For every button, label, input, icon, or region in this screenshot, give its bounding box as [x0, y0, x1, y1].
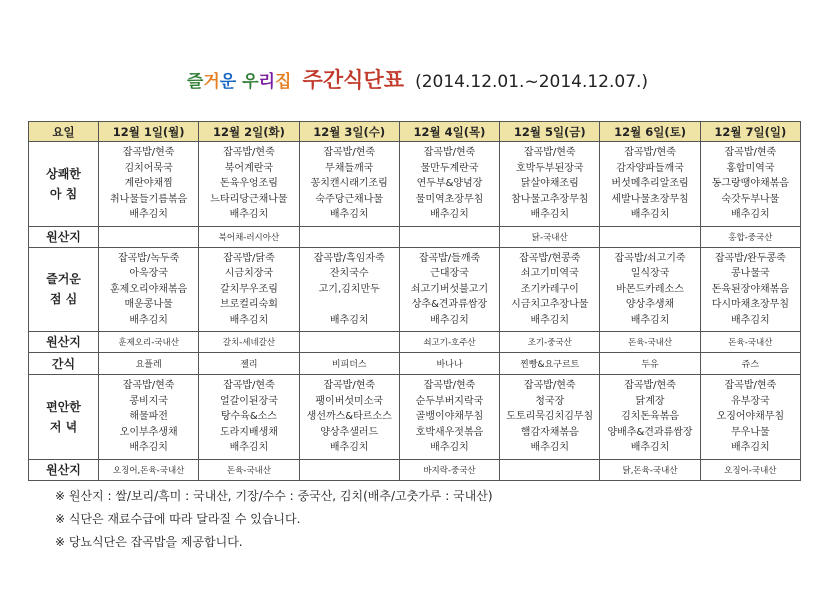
menu-item: 시금치장국	[224, 268, 274, 279]
menu-item: 배추김치	[430, 314, 469, 326]
menu-item: 김치어묵국	[124, 162, 173, 174]
menu-item: 배추김치	[229, 314, 269, 326]
menu-item: 꽁치캔시래기조림	[310, 178, 388, 189]
menu-item: 잡곡밥/현죽	[223, 380, 275, 391]
menu-item: 조기카레구이	[520, 283, 579, 295]
menu-item: 매운콩나물	[124, 299, 173, 310]
menu-item: 배추김치	[329, 314, 369, 326]
menu-item: 배추김치	[630, 209, 670, 220]
menu-item: 배추김치	[430, 209, 469, 220]
row-label: 원산지	[29, 226, 99, 247]
meal-cell	[700, 375, 800, 460]
day-header: 12월 2일(화)	[199, 122, 299, 142]
title-char: 집	[275, 72, 292, 92]
menu-item: 햄감자채볶음	[520, 426, 579, 438]
snack-cell: 요플레	[99, 353, 199, 375]
menu-item: 해물파전	[129, 411, 168, 422]
origin-cell	[500, 459, 600, 480]
menu-item: 계란야채찜	[124, 178, 173, 189]
meal-cell	[299, 142, 399, 227]
menu-item: 훈제오리야채볶음	[110, 283, 188, 295]
menu-item: 콩나물국	[731, 268, 770, 279]
menu-item: 숙갓두부나물	[721, 193, 780, 205]
menu-item: 배추김치	[731, 442, 770, 453]
day-header: 12월 7일(일)	[700, 122, 800, 142]
meal-cell	[199, 375, 299, 460]
snack-cell: 쥬스	[700, 353, 800, 375]
row-label: 즐거운 점 심	[29, 247, 99, 332]
origin-cell: 쇠고기-호주산	[399, 332, 499, 353]
menu-item: 생선까스&타르소스	[306, 411, 392, 422]
menu-item: 감자양파들깨국	[616, 162, 684, 174]
menu-item: 갈치무우조림	[219, 283, 278, 295]
meal-cell	[299, 247, 399, 332]
menu-item: 양상추샐러드	[320, 426, 379, 438]
menu-item: 닭계장	[635, 395, 665, 407]
menu-item: 잡곡밥/현죽	[724, 147, 777, 158]
note-diabetic: ※ 당뇨식단은 잡곡밥을 제공합니다.	[55, 535, 243, 549]
menu-item: 북어계란국	[224, 162, 274, 174]
snack-cell: 바나나	[399, 353, 499, 375]
day-header: 12월 6일(토)	[600, 122, 700, 142]
notes	[55, 485, 493, 554]
menu-item: 잡곡밥/현죽	[523, 147, 576, 158]
meal-row	[29, 375, 801, 460]
title-date-range: (2014.12.01.~2014.12.07.)	[415, 72, 649, 92]
meal-cell	[700, 142, 800, 227]
menu-item: 배추김치	[129, 442, 168, 453]
meal-cell	[299, 375, 399, 460]
origin-cell: 갈치-세네갈산	[199, 332, 299, 353]
menu-item: 잡곡밥/쇠고기죽	[614, 252, 686, 264]
menu-item: 도라지배생채	[219, 426, 278, 438]
menu-item: 물미역초장무침	[415, 193, 484, 205]
menu-item: 취나물들기름볶음	[110, 193, 188, 205]
snack-cell: 젤리	[199, 353, 299, 375]
menu-item: 오이부추생채	[119, 426, 178, 438]
menu-item: 버섯메추리알조림	[611, 178, 689, 189]
menu-item: 바몬드카레소스	[616, 283, 684, 295]
title-char: 운	[219, 72, 237, 92]
menu-item: 숙주당근채나물	[315, 193, 384, 205]
day-header: 요일	[29, 122, 99, 142]
menu-item: 순두부버지락국	[415, 395, 484, 407]
menu-item: 팽이버섯미소국	[315, 395, 384, 407]
menu-item: 배추김치	[329, 209, 369, 220]
menu-item: 양배추&견과류쌈장	[607, 426, 693, 438]
origin-cell	[99, 226, 199, 247]
snack-cell: 비피더스	[299, 353, 399, 375]
menu-item: 배추김치	[630, 442, 670, 453]
menu-item: 배추김치	[229, 209, 269, 220]
origin-cell: 닭,돈육-국내산	[600, 459, 700, 480]
menu-item: 배추김치	[731, 209, 770, 220]
menu-item: 양상추생채	[625, 299, 675, 310]
day-header: 12월 4일(목)	[399, 122, 499, 142]
origin-cell	[299, 332, 399, 353]
note-supply: ※ 식단은 재료수급에 따라 달라질 수 있습니다.	[55, 512, 301, 526]
menu-item: 배추김치	[129, 209, 168, 220]
meal-cell	[600, 375, 700, 460]
day-header: 12월 5일(금)	[500, 122, 600, 142]
meal-cell	[199, 142, 299, 227]
menu-item: 시금치고추장나물	[511, 299, 589, 310]
meal-cell	[399, 247, 499, 332]
meal-cell	[399, 375, 499, 460]
menu-item: 일식장국	[630, 268, 670, 279]
menu-item: 호박두부된장국	[515, 162, 584, 174]
origin-cell	[600, 226, 700, 247]
menu-item: 배추김치	[731, 314, 770, 326]
snack-cell: 두유	[600, 353, 700, 375]
menu-item: 잔치국수	[329, 268, 369, 279]
origin-cell: 돈육-국내산	[600, 332, 700, 353]
menu-item: 배추김치	[329, 442, 369, 453]
menu-item: 오징어야채무침	[716, 411, 785, 422]
origin-cell: 조기-중국산	[500, 332, 600, 353]
title-char: 거	[203, 72, 220, 92]
origin-cell: 홍합-중국산	[700, 226, 800, 247]
menu-item: 잡곡밥/현죽	[423, 147, 476, 158]
menu-item: 배추김치	[630, 314, 670, 326]
menu-item: 무우나물	[731, 426, 770, 438]
menu-item: 무채들깨국	[325, 162, 374, 174]
row-label: 편안한 저 녁	[29, 375, 99, 460]
menu-item: 닭살야채조림	[520, 178, 579, 189]
menu-item: 잡곡밥/녹두죽	[117, 252, 180, 264]
meal-cell	[99, 247, 199, 332]
menu-item: 돈육된장야채볶음	[711, 283, 789, 295]
menu-item: 잡곡밥/흑임자죽	[313, 252, 385, 264]
meal-cell	[99, 142, 199, 227]
menu-item: 다시마채초장무침	[711, 299, 789, 310]
title-main: 주간식단표	[302, 68, 404, 92]
menu-item: 잡곡밥/현죽	[323, 147, 376, 158]
menu-item: 동그랑땡야채볶음	[711, 178, 789, 189]
meal-cell	[700, 247, 800, 332]
menu-item: 청국장	[535, 395, 565, 407]
menu-item: 잡곡밥/현죽	[523, 380, 576, 391]
menu-item: 연두부&양념장	[416, 178, 483, 189]
menu-item: 잡곡밥/들깨죽	[418, 252, 481, 264]
meal-cell	[399, 142, 499, 227]
origin-cell: 바지락-중국산	[399, 459, 499, 480]
menu-item: 잡곡밥/현죽	[323, 380, 376, 391]
title-char: 즐	[186, 72, 204, 92]
meal-row	[29, 247, 801, 332]
origin-cell	[399, 226, 499, 247]
origin-cell: 돈육-국내산	[199, 459, 299, 480]
menu-item: 브로컬리숙회	[219, 299, 278, 310]
origin-cell: 오징어-국내산	[700, 459, 800, 480]
meal-cell	[500, 375, 600, 460]
menu-item: 골뱅이야채무침	[415, 411, 484, 422]
origin-cell: 돈육-국내산	[700, 332, 800, 353]
menu-item: 잡곡밥/현죽	[624, 380, 676, 391]
title-char: 리	[258, 72, 276, 92]
menu-item: 잡곡밥/현죽	[122, 380, 175, 391]
origin-cell: 훈제오리-국내산	[99, 332, 199, 353]
menu-item: 잡곡밥/현콩죽	[519, 252, 581, 264]
menu-item: 호박새우젓볶음	[415, 426, 484, 438]
origin-cell	[299, 459, 399, 480]
menu-item: 쇠고기버섯불고기	[410, 283, 489, 295]
menu-item: 콩비지국	[129, 395, 168, 407]
menu-item: 배추김치	[530, 209, 570, 220]
origin-cell: 닭-국내산	[500, 226, 600, 247]
weekly-menu-table	[28, 121, 801, 481]
origin-cell: 북어채-러시아산	[199, 226, 299, 247]
menu-item: 참나물고추장무침	[511, 193, 589, 205]
menu-item	[300, 297, 399, 313]
menu-item: 배추김치	[430, 442, 469, 453]
menu-item: 잡곡밥/현죽	[423, 380, 476, 391]
origin-cell	[299, 226, 399, 247]
origin-cell: 오징어,돈육-국내산	[99, 459, 199, 480]
page-title	[0, 64, 835, 94]
menu-item: 고기,김치만두	[318, 283, 380, 295]
day-header: 12월 1일(월)	[99, 122, 199, 142]
snack-row	[29, 353, 801, 375]
menu-item: 근대장국	[430, 268, 469, 279]
menu-item: 홍합미역국	[726, 162, 775, 174]
note-origin: ※ 원산지 : 쌀/보리/흑미 : 국내산, 기장/수수 : 중국산, 김치(배추/고춧가루 : 국내산)	[55, 489, 493, 503]
menu-item: 유부장국	[731, 395, 770, 407]
meal-cell	[600, 142, 700, 227]
menu-item: 물만두계란국	[420, 162, 479, 174]
row-label: 원산지	[29, 459, 99, 480]
row-label: 상쾌한 아 침	[29, 142, 99, 227]
origin-row	[29, 226, 801, 247]
meal-row	[29, 142, 801, 227]
menu-item: 세발나물초장무침	[611, 193, 689, 205]
meal-cell	[99, 375, 199, 460]
menu-item: 느타리당근채나물	[210, 193, 288, 205]
menu-item: 도토리묵김치김무침	[506, 411, 594, 422]
menu-item: 돈육우엉조림	[219, 178, 278, 189]
menu-item: 잡곡밥/완두콩죽	[714, 252, 786, 264]
row-label: 원산지	[29, 332, 99, 353]
title-char: 우	[242, 72, 259, 92]
menu-item: 잡곡밥/현죽	[223, 147, 275, 158]
table-header-row	[29, 122, 801, 142]
menu-item: 배추김치	[530, 442, 570, 453]
origin-row	[29, 332, 801, 353]
menu-item: 배추김치	[129, 314, 168, 326]
day-header: 12월 3일(수)	[299, 122, 399, 142]
menu-item: 탕수육&소스	[220, 411, 277, 422]
menu-item: 쇠고기미역국	[520, 268, 579, 279]
meal-cell	[500, 247, 600, 332]
menu-item: 잡곡밥/현죽	[624, 147, 676, 158]
meal-cell	[199, 247, 299, 332]
menu-item: 상추&견과류쌈장	[411, 299, 488, 310]
menu-item: 잡곡밥/현죽	[724, 380, 777, 391]
menu-item: 김치돈육볶음	[621, 411, 680, 422]
meal-cell	[600, 247, 700, 332]
row-label: 간식	[29, 353, 99, 375]
menu-item: 아욱장국	[129, 268, 168, 279]
menu-item: 잡곡밥/현죽	[122, 147, 175, 158]
origin-row	[29, 459, 801, 480]
snack-cell: 찐빵&요구르트	[500, 353, 600, 375]
menu-item: 잡곡밥/닭죽	[223, 252, 275, 264]
menu-item: 얼갈이된장국	[219, 395, 278, 407]
meal-cell	[500, 142, 600, 227]
menu-item: 배추김치	[530, 314, 570, 326]
title-fun-text	[187, 72, 292, 92]
menu-item: 배추김치	[229, 442, 269, 453]
